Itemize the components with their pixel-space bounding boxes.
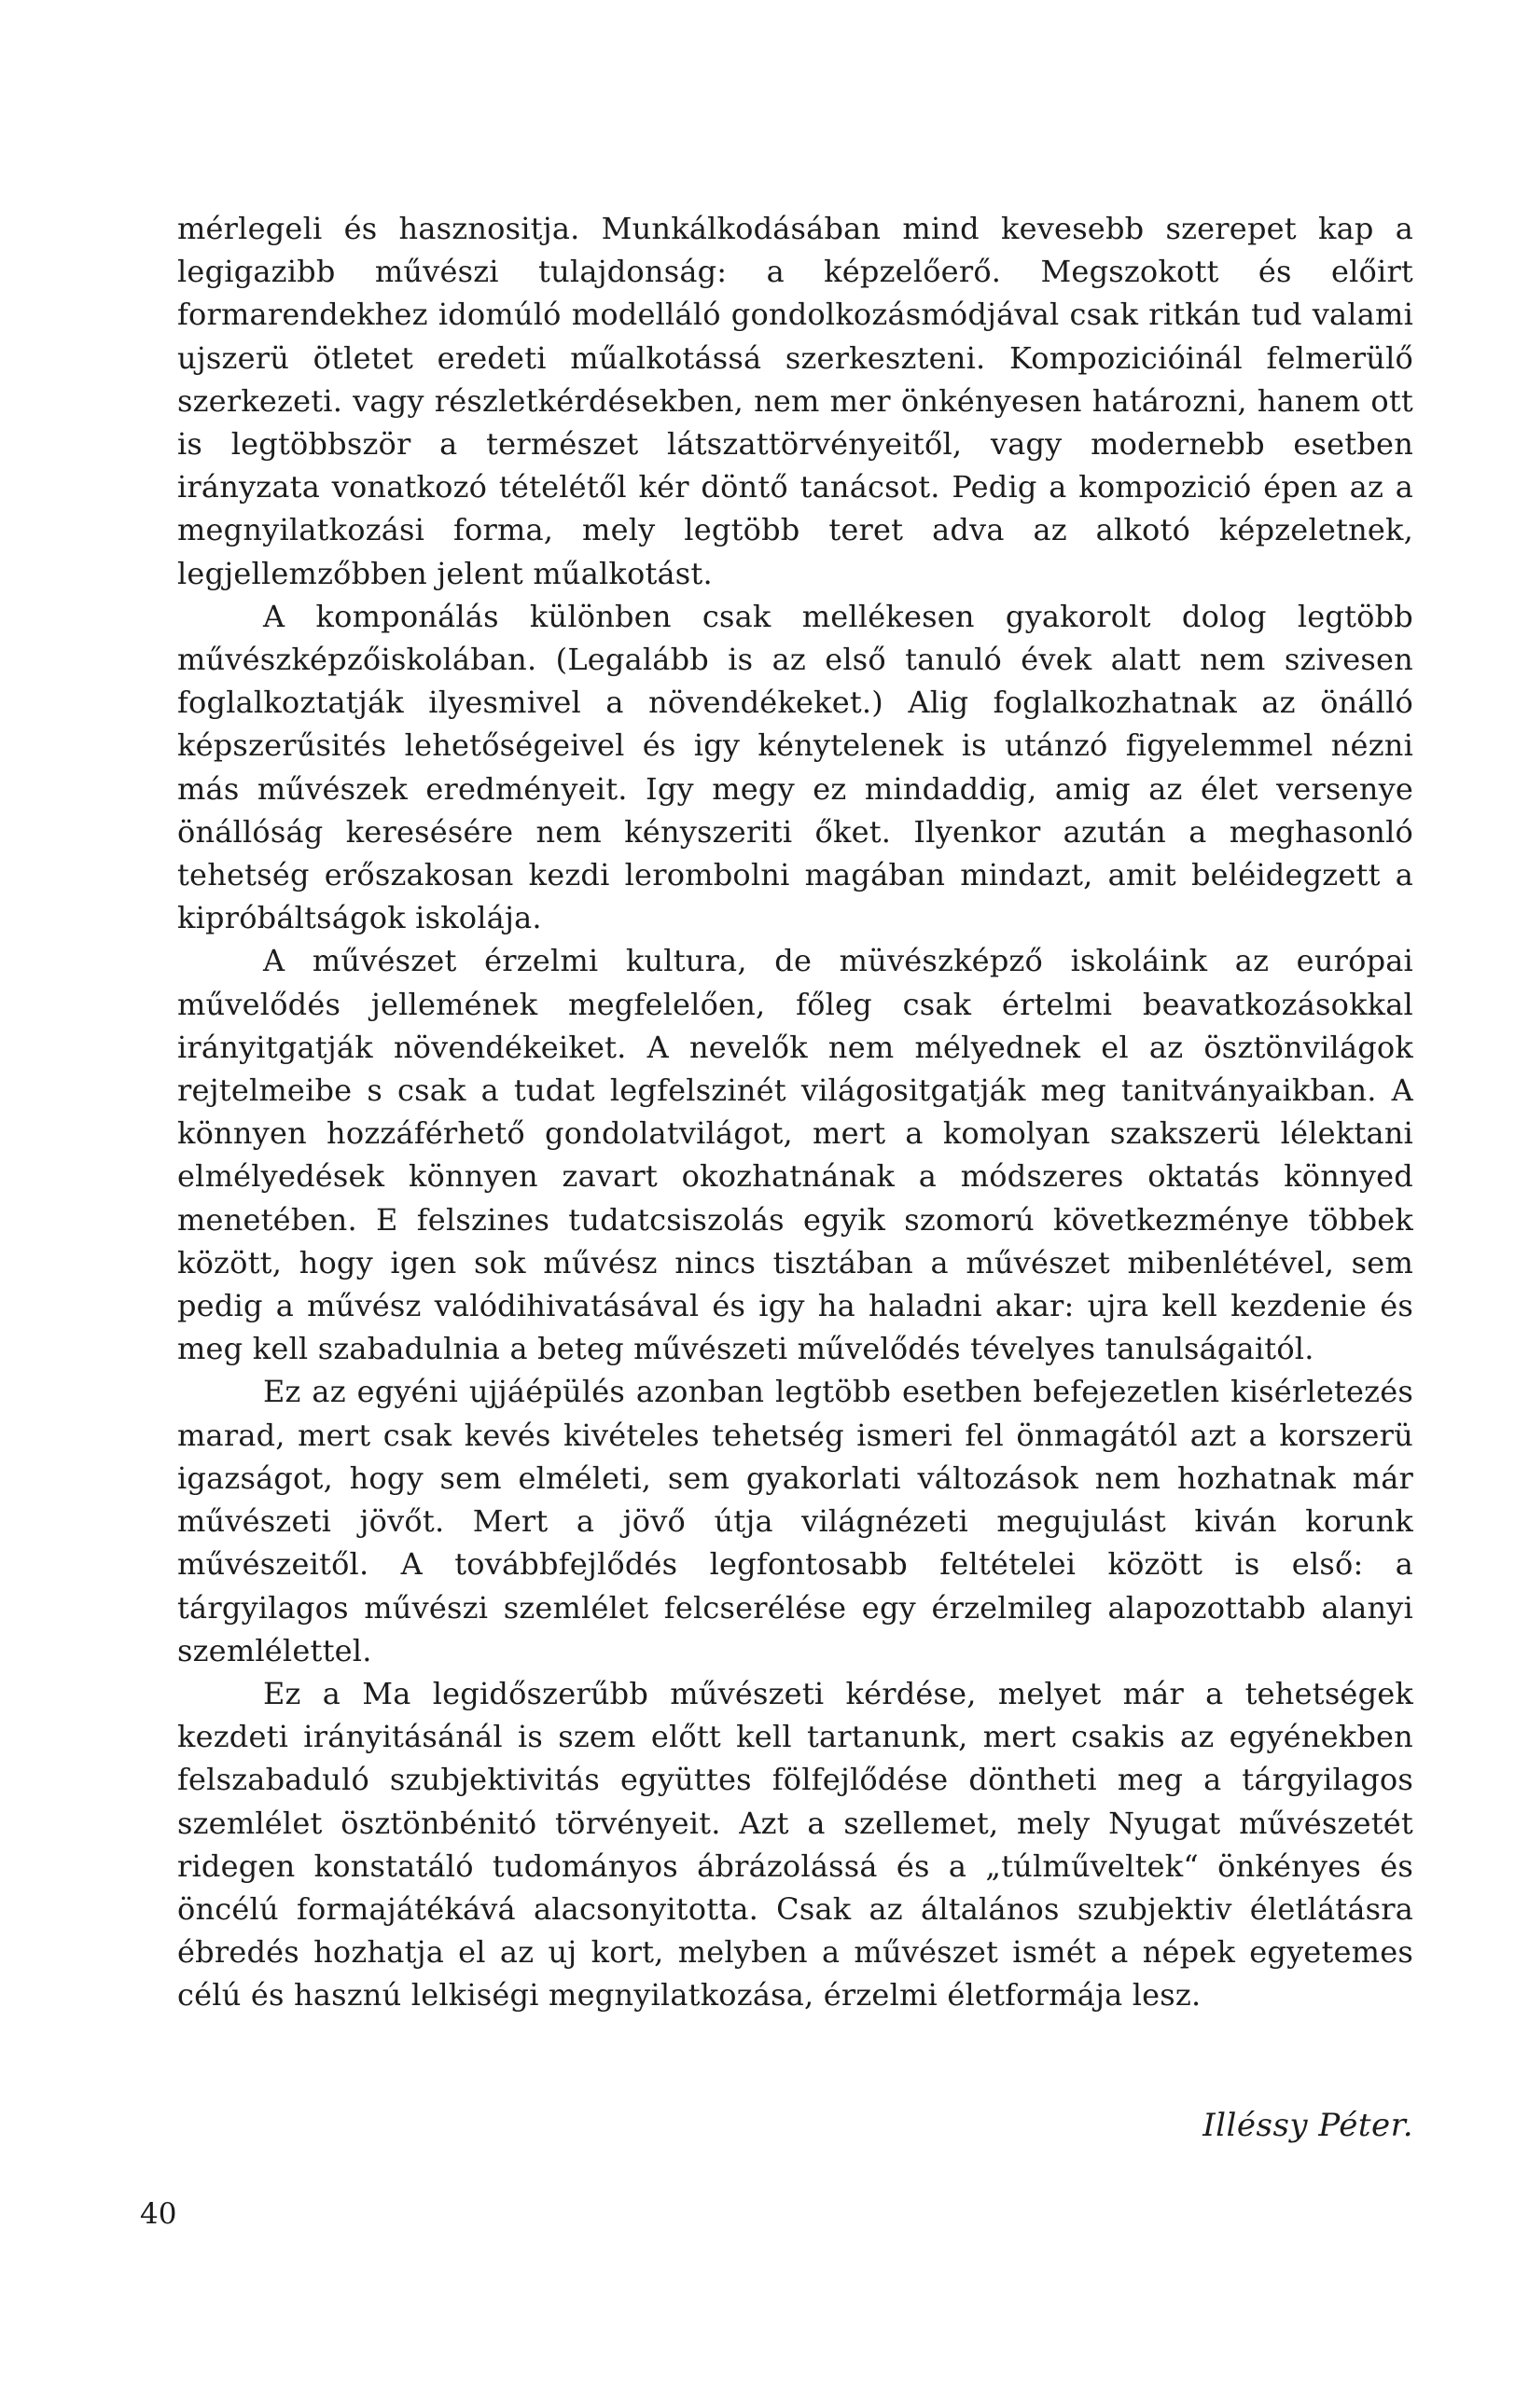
author-signature: Illéssy Péter. xyxy=(1202,2107,1413,2144)
paragraph-2: A komponálás különben csak mellékesen gyakorolt dolog legtöbb művészképzőiskolában. (Legalább is az első tanuló évek alatt nem szivesen foglalkoztatják ilyesmivel a növendékeket.) Alig foglalkozhatnak az önálló képszerűsités lehetőségeivel és igy kénytelenek is utánzó figyelemmel nézni más művészek eredményeit. Igy megy ez mindaddig, amig az élet versenye önállóság keresésére nem kényszeriti őket. Ilyenkor azután a meghasonló tehetség erőszakosan kezdi lerombolni magában mindazt, amit beléidegzett a kipróbáltságok iskolája. xyxy=(177,598,1413,936)
body-text xyxy=(177,207,1413,2017)
paragraph-4: Ez az egyéni ujjáépülés azonban legtöbb esetben befejezetlen kisérletezés marad, mert csak kevés kivételes tehetség ismeri fel önmagától azt a korszerü igazságot, hogy sem elméleti, sem gyakorlati változások nem hozhatnak már művészeti jövőt. Mert a jövő útja világnézeti megujulást kiván korunk művészeitől. A továbbfejlődés legfontosabb feltételei között is első: a tárgyilagos művészi szemlélet felcserélése egy érzelmileg alapozottabb alanyi szemlélettel. xyxy=(177,1374,1413,1668)
paragraph-1: mérlegeli és hasznositja. Munkálkodásában mind kevesebb szerepet kap a legigazibb művészi tulajdonság: a képzelőerő. Megszokott és előirt formarendekhez idomúló modelláló gondolkozásmódjával csak ritkán tud valami ujszerü ötletet eredeti műalkotássá szerkeszteni. Kompozicióinál felmerülő szerkezeti. vagy részletkérdésekben, nem mer önkényesen határozni, hanem ott is legtöbbször a természet látszattörvényeitől, vagy modernebb esetben irányzata vonatkozó tételétől kér döntő tanácsot. Pedig a kompozició épen az a megnyilatkozási forma, mely legtöbb teret adva az alkotó képzeletnek, legjellemzőbben jelent műalkotást. xyxy=(177,211,1413,591)
paragraph-5: Ez a Ma legidőszerűbb művészeti kérdése, melyet már a tehetségek kezdeti irányitásánál is szem előtt kell tartanunk, mert csakis az egyénekben felszabaduló szubjektivitás együttes fölfejlődése döntheti meg a tárgyilagos szemlélet ösztönbénitó törvényeit. Azt a szellemet, mely Nyugat művészetét ridegen konstatáló tudományos ábrázolássá és a „túlműveltek“ önkényes és öncélú formajátékává alacsonyitotta. Csak az általános szubjektiv életlátásra ébredés hozhatja el az uj kort, melyben a művészet ismét a népek egyetemes célú és hasznú lelkiségi megnyilatkozása, érzelmi életformája lesz. xyxy=(177,1675,1413,2014)
page-number: 40 xyxy=(140,2197,177,2231)
paragraph-3: A művészet érzelmi kultura, de müvészképző iskoláink az európai művelődés jellemének megfelelően, főleg csak értelmi beavatkozásokkal irányitgatják növendékeiket. A nevelők nem mélyednek el az ösztönvilágok rejtelmeibe s csak a tudat legfelszinét világositgatják meg tanitványaikban. A könnyen hozzáférhető gondolatvilágot, mert a komolyan szakszerü lélektani elmélyedések könnyen zavart okozhatnának a módszeres oktatás könnyed menetében. E felszines tudatcsiszolás egyik szomorú következménye többek között, hogy igen sok művész nincs tisztában a művészet mibenlétével, sem pedig a művész valódihivatásával és igy ha haladni akar: ujra kell kezdenie és meg kell szabadulnia a beteg művészeti művelődés tévelyes tanulságaitól. xyxy=(177,943,1413,1367)
